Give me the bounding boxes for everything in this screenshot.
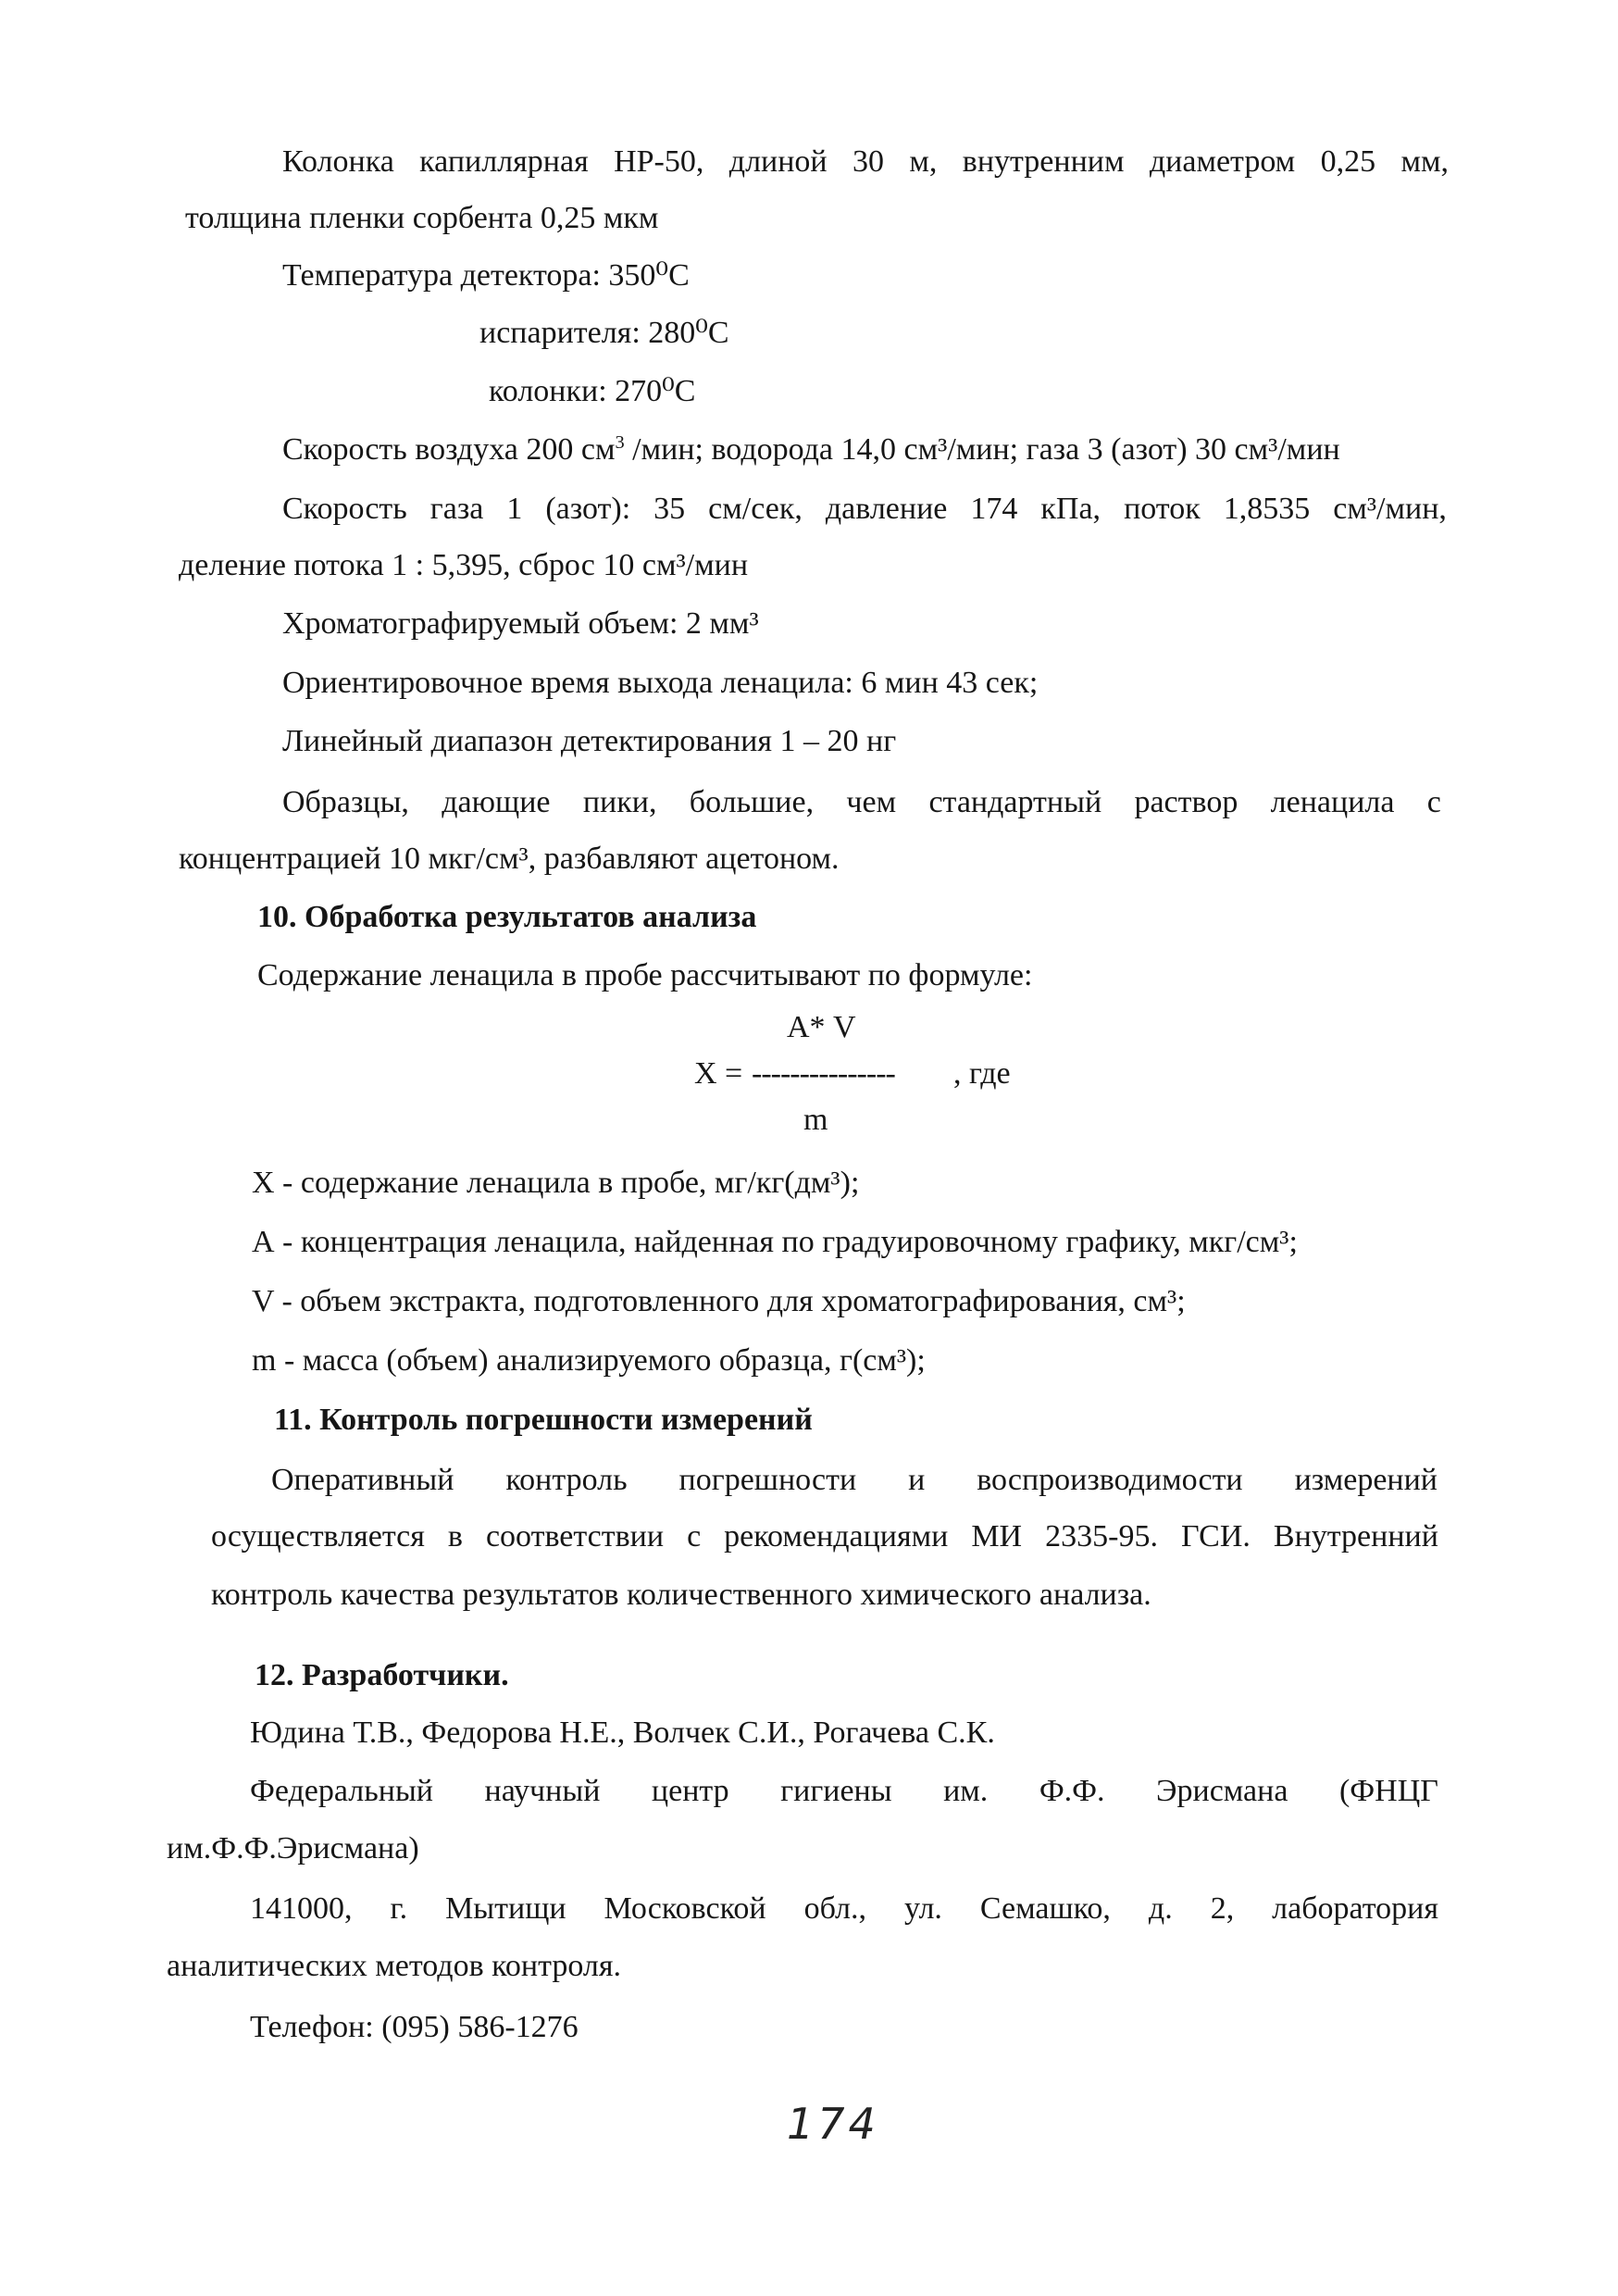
page-number: 174	[787, 2099, 879, 2149]
word: 1	[506, 492, 523, 526]
word: научный	[484, 1774, 601, 1808]
word: измерений	[1294, 1463, 1438, 1497]
word: Семашко,	[979, 1891, 1111, 1926]
definition-a: А - концентрация ленацила, найденная по градуировочному графику, мкг/см³;	[252, 1225, 1298, 1259]
word: с	[687, 1519, 702, 1554]
word: воспроизводимости	[977, 1463, 1243, 1497]
word: 0,25	[1320, 144, 1376, 179]
word: и	[908, 1463, 926, 1497]
word: ул.	[903, 1891, 942, 1926]
word: стандартный	[928, 785, 1102, 819]
word: Мытищи	[445, 1891, 566, 1926]
column-line-1	[282, 144, 1449, 180]
air-speed-line: Скорость воздуха 200 $см^3$ /мин; водорода 14,0 см³/мин; газа 3 (азот) 30 см³/мин	[282, 431, 1340, 467]
word: ленацила	[1270, 785, 1395, 819]
evaporator-temperature: испарителя: 280⁰С	[479, 316, 729, 350]
word: поток	[1124, 492, 1201, 526]
word: НР-50,	[614, 144, 704, 179]
word: длиной	[728, 144, 828, 179]
word: Ф.Ф.	[1039, 1774, 1105, 1808]
word: Колонка	[282, 144, 394, 179]
word: Оперативный	[271, 1463, 454, 1497]
definition-x: Х - содержание ленацила в пробе, мг/кг(дм³);	[252, 1166, 860, 1200]
section-11-line-2	[211, 1518, 1438, 1554]
word: м,	[909, 144, 938, 179]
word: ГСИ.	[1180, 1519, 1251, 1554]
detector-temperature: Температура детектора: 350⁰С	[282, 258, 690, 293]
word: см/сек,	[708, 492, 803, 526]
word: большие,	[689, 785, 815, 819]
word: им.	[943, 1774, 989, 1808]
word: раствор	[1134, 785, 1238, 819]
linear-range: Линейный диапазон детектирования 1 – 20 нг	[282, 724, 897, 758]
section-11-heading: 11. Контроль погрешности измерений	[274, 1403, 813, 1437]
address-line-2: аналитических методов контроля.	[167, 1949, 622, 1983]
section-12-heading: 12. Разработчики.	[255, 1658, 509, 1692]
formula-denominator: m	[803, 1103, 828, 1137]
word: дающие	[442, 785, 551, 819]
word: погрешности	[678, 1463, 857, 1497]
word: Образцы,	[282, 785, 409, 819]
word: Федеральный	[250, 1774, 433, 1808]
word: капиллярная	[419, 144, 589, 179]
word: 2335-95.	[1045, 1519, 1158, 1554]
section-10-intro: Содержание ленацила в пробе рассчитывают по формуле:	[257, 958, 1033, 992]
word: в	[447, 1519, 463, 1554]
organization-line-1	[250, 1773, 1438, 1809]
word: пики,	[582, 785, 657, 819]
word: осуществляется	[211, 1519, 425, 1554]
word: внутренним	[962, 144, 1125, 179]
section-11-line-1	[271, 1462, 1438, 1498]
word: контроль	[505, 1463, 628, 1497]
address-line-1	[250, 1890, 1438, 1927]
definition-m: m - масса (объем) анализируемого образца, г(см³);	[252, 1343, 926, 1378]
word: см³/мин,	[1333, 492, 1447, 526]
samples-line-1	[282, 784, 1441, 820]
word: центр	[651, 1774, 729, 1808]
word: мм,	[1400, 144, 1449, 179]
formula-where: , где	[953, 1056, 1011, 1091]
formula-lhs: Х =	[694, 1056, 743, 1091]
word: 35	[653, 492, 686, 526]
word: Эрисмана	[1156, 1774, 1288, 1808]
word: лаборатория	[1272, 1891, 1438, 1926]
word: д.	[1148, 1891, 1173, 1926]
word: 141000,	[250, 1891, 353, 1926]
formula-numerator: А* V	[787, 1010, 856, 1044]
word: диаметром	[1149, 144, 1296, 179]
section-11-line-3: контроль качества результатов количественного химического анализа.	[211, 1578, 1151, 1612]
word: газа	[429, 492, 484, 526]
word: с	[1426, 785, 1441, 819]
lenacil-formula	[694, 1009, 1083, 1148]
word: кПа,	[1040, 492, 1101, 526]
word: 2,	[1210, 1891, 1235, 1926]
phone-number: Телефон: (095) 586-1276	[250, 2010, 579, 2044]
word: соответствии	[485, 1519, 665, 1554]
organization-line-2: им.Ф.Ф.Эрисмана)	[167, 1831, 419, 1866]
word: Московской	[604, 1891, 766, 1926]
word: г.	[390, 1891, 408, 1926]
injection-volume: Хроматографируемый объем: 2 мм³	[282, 606, 759, 641]
word: (азот):	[545, 492, 631, 526]
word: 1,8535	[1223, 492, 1311, 526]
section-10-heading: 10. Обработка результатов анализа	[257, 900, 757, 934]
formula-fraction-bar: ---------------	[752, 1056, 895, 1091]
retention-time: Ориентировочное время выхода ленацила: 6 мин 43 сек;	[282, 666, 1039, 700]
definition-v: V - объем экстракта, подготовленного для хроматографирования, см³;	[252, 1284, 1186, 1318]
word: Внутренний	[1273, 1519, 1438, 1554]
gas1-line-1	[282, 491, 1447, 527]
gas1-line-2: деление потока 1 : 5,395, сброс 10 см³/мин	[179, 548, 749, 582]
column-line-2: толщина пленки сорбента 0,25 мкм	[185, 201, 659, 235]
word: рекомендациями	[724, 1519, 949, 1554]
column-temperature: колонки: 270⁰С	[489, 374, 696, 408]
word: обл.,	[803, 1891, 866, 1926]
developers-names: Юдина Т.В., Федорова Н.Е., Волчек С.И., Рогачева С.К.	[250, 1716, 995, 1750]
word: гигиены	[780, 1774, 892, 1808]
word: Скорость	[282, 492, 407, 526]
samples-line-2: концентрацией 10 мкг/см³, разбавляют ацетоном.	[179, 842, 840, 876]
word: чем	[846, 785, 897, 819]
word: МИ	[971, 1519, 1023, 1554]
word: давление	[825, 492, 948, 526]
word: (ФНЦГ	[1338, 1774, 1438, 1808]
word: 30	[853, 144, 884, 179]
word: 174	[970, 492, 1018, 526]
